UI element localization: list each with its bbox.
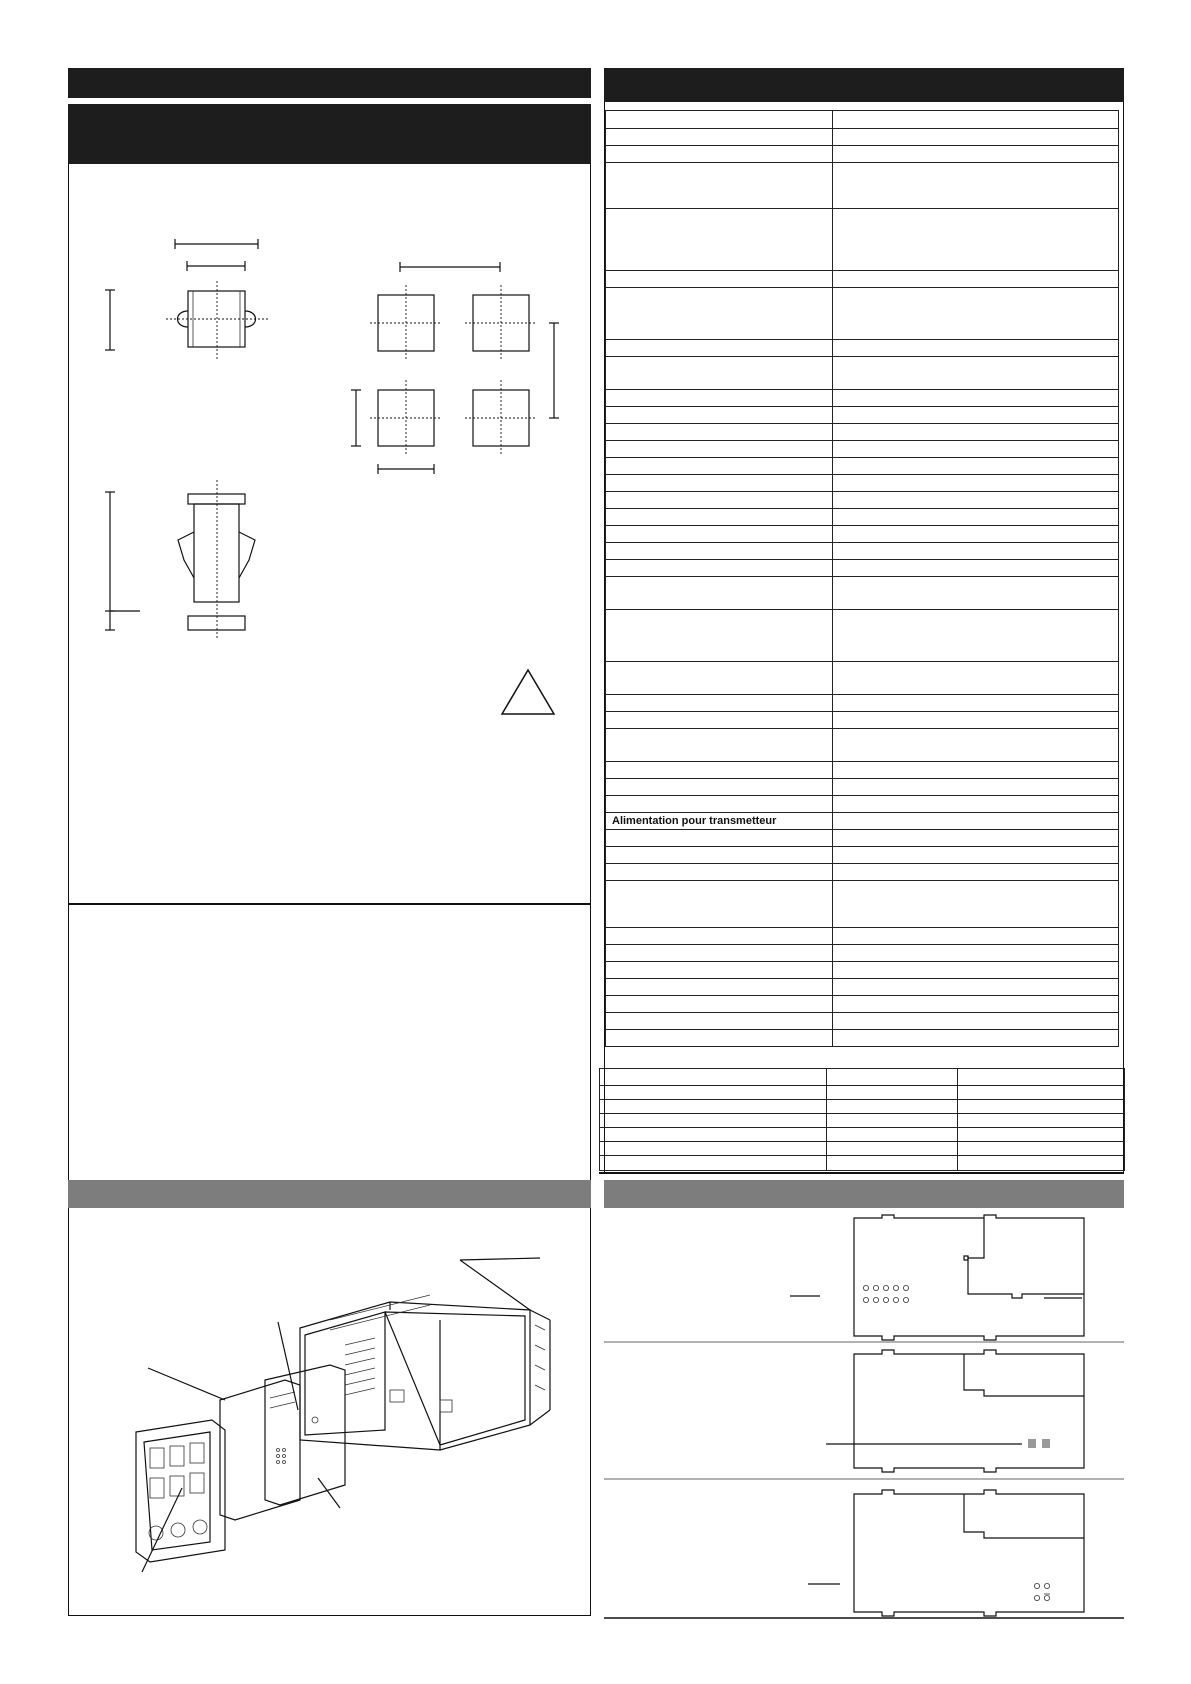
spec-value-cell: [833, 577, 1119, 610]
spec-value-cell: [833, 560, 1119, 577]
spec-value-cell: [833, 441, 1119, 458]
spec-label-cell: [606, 962, 833, 979]
secondary-table-cell: [600, 1069, 827, 1086]
spec-value-cell: [833, 662, 1119, 695]
table-row: [606, 288, 1119, 340]
spec-label-cell: [606, 129, 833, 146]
spec-label-cell: [606, 830, 833, 847]
spec-value-cell: [833, 695, 1119, 712]
spec-value-cell: [833, 475, 1119, 492]
spec-value-cell: [833, 979, 1119, 996]
spec-value-cell: [833, 526, 1119, 543]
left-grey-section-bar: [68, 1180, 591, 1208]
spec-value-cell: [833, 1013, 1119, 1030]
table-row: [600, 1100, 1125, 1114]
spec-label-cell: [606, 996, 833, 1013]
table-row: [606, 492, 1119, 509]
table-row: [606, 928, 1119, 945]
table-row: [606, 813, 1119, 830]
table-row: [606, 424, 1119, 441]
secondary-table-cell: [600, 1156, 827, 1171]
right-grey-section-bar: [604, 1180, 1124, 1208]
table-row: [606, 610, 1119, 662]
spec-label-cell: [606, 712, 833, 729]
secondary-table-cell: [958, 1142, 1125, 1156]
dip-switch-icon: [863, 1285, 908, 1302]
spec-value-cell: [833, 945, 1119, 962]
spec-label-cell: [606, 928, 833, 945]
table-row: [606, 577, 1119, 610]
secondary-table-cell: [958, 1156, 1125, 1171]
secondary-table-cell: [827, 1086, 958, 1100]
table-row: [606, 662, 1119, 695]
secondary-table-cell: [958, 1100, 1125, 1114]
spec-label-cell: [606, 779, 833, 796]
secondary-table-cell: [958, 1086, 1125, 1100]
table-row: [600, 1142, 1125, 1156]
spec-value-cell: [833, 610, 1119, 662]
spec-value-cell: [833, 996, 1119, 1013]
spec-value-cell: [833, 357, 1119, 390]
table-row: [600, 1114, 1125, 1128]
table-row: [600, 1156, 1125, 1171]
spec-value-cell: [833, 712, 1119, 729]
spec-label-cell: [606, 209, 833, 271]
spec-label-cell: [606, 509, 833, 526]
table-row: [606, 1030, 1119, 1047]
spec-label-cell: [606, 729, 833, 762]
spec-label-cell: [606, 146, 833, 163]
table-row: [606, 390, 1119, 407]
table-row: [606, 271, 1119, 288]
spec-value-cell: [833, 424, 1119, 441]
spec-label-cell: [606, 492, 833, 509]
spec-value-cell: [833, 762, 1119, 779]
secondary-table-cell: [600, 1128, 827, 1142]
spec-label-cell: [606, 560, 833, 577]
table-row: [606, 146, 1119, 163]
spec-label-cell: [606, 271, 833, 288]
spec-value-cell: [833, 729, 1119, 762]
spec-label-cell: [606, 847, 833, 864]
spec-label-cell: [606, 1030, 833, 1047]
spec-value-cell: [833, 847, 1119, 864]
table-row: [606, 441, 1119, 458]
table-row: [600, 1086, 1125, 1100]
spec-label-cell: [606, 407, 833, 424]
spec-value-cell: [833, 543, 1119, 560]
secondary-table-cell: [958, 1114, 1125, 1128]
spec-value-cell: [833, 881, 1119, 928]
table-row: [606, 111, 1119, 129]
spec-label-cell: [606, 610, 833, 662]
table-row: [606, 209, 1119, 271]
table-row: [606, 996, 1119, 1013]
spec-label-cell: [606, 543, 833, 560]
spec-label-cell: [606, 662, 833, 695]
table-row: [606, 526, 1119, 543]
spec-label-cell: [606, 390, 833, 407]
spec-value-cell: [833, 288, 1119, 340]
spec-label-cell: [606, 864, 833, 881]
specifications-table: [605, 110, 1119, 1047]
secondary-table-cell: [827, 1069, 958, 1086]
secondary-table: [599, 1068, 1125, 1171]
spec-label-cell: [606, 762, 833, 779]
spec-label-cell: [606, 881, 833, 928]
board-diagram-3: [604, 1482, 1124, 1622]
left-header-bar: [68, 68, 591, 98]
table-row: [606, 945, 1119, 962]
table-row: [606, 881, 1119, 928]
spec-value-cell: [833, 209, 1119, 271]
table-row: [606, 340, 1119, 357]
spec-label-cell: [606, 695, 833, 712]
spec-label-cell: [606, 163, 833, 209]
front-view-drawing: [100, 235, 300, 355]
spec-value-cell: [833, 271, 1119, 288]
secondary-table-cell: [827, 1156, 958, 1171]
right-header-bar: [604, 68, 1124, 102]
table-row: [606, 712, 1119, 729]
spec-value-cell: [833, 813, 1119, 830]
instrument-exploded-view: [130, 1250, 560, 1580]
spec-value-cell: [833, 111, 1119, 129]
spec-value-cell: [833, 146, 1119, 163]
spec-label-cell: [606, 577, 833, 610]
spec-value-cell: [833, 796, 1119, 813]
spec-value-cell: [833, 129, 1119, 146]
left-header-rule: [68, 99, 591, 103]
table-row: [606, 796, 1119, 813]
table-row: [606, 129, 1119, 146]
table-row: [606, 560, 1119, 577]
secondary-table-cell: [827, 1128, 958, 1142]
spec-value-cell: [833, 509, 1119, 526]
right-panel-bottom-rule: [599, 1172, 1124, 1174]
spec-value-cell: [833, 779, 1119, 796]
spec-label-cell: Alimentation pour transmetteur: [606, 813, 833, 830]
table-row: [600, 1128, 1125, 1142]
spec-value-cell: [833, 864, 1119, 881]
jumper-icon: [1028, 1439, 1050, 1448]
table-row: [606, 762, 1119, 779]
secondary-table-cell: [827, 1142, 958, 1156]
secondary-table-cell: [600, 1114, 827, 1128]
table-row: [606, 475, 1119, 492]
spec-value-cell: [833, 492, 1119, 509]
spec-label-cell: [606, 357, 833, 390]
table-row: [606, 458, 1119, 475]
panel-cutout-drawing: [340, 255, 570, 485]
spec-label-cell: [606, 111, 833, 129]
secondary-table-cell: [600, 1142, 827, 1156]
table-row: [606, 847, 1119, 864]
secondary-table-cell: [958, 1128, 1125, 1142]
spec-label-cell: [606, 424, 833, 441]
spec-label-cell: [606, 475, 833, 492]
table-row: [600, 1069, 1125, 1086]
table-row: [606, 864, 1119, 881]
spec-label-cell: [606, 441, 833, 458]
spec-value-cell: [833, 458, 1119, 475]
warning-triangle-icon: [500, 668, 556, 718]
table-row: [606, 779, 1119, 796]
table-row: [606, 830, 1119, 847]
spec-label-cell: [606, 526, 833, 543]
spec-value-cell: [833, 390, 1119, 407]
table-row: [606, 962, 1119, 979]
table-row: [606, 729, 1119, 762]
table-row: [606, 1013, 1119, 1030]
table-row: [606, 407, 1119, 424]
left-subheader-bar: [68, 104, 591, 164]
spec-value-cell: [833, 1030, 1119, 1047]
spec-value-cell: [833, 962, 1119, 979]
spec-value-cell: [833, 163, 1119, 209]
table-row: [606, 543, 1119, 560]
spec-value-cell: [833, 928, 1119, 945]
table-row: [606, 509, 1119, 526]
spec-label-cell: [606, 288, 833, 340]
secondary-table-cell: [958, 1069, 1125, 1086]
spec-value-cell: [833, 340, 1119, 357]
board-diagram-2: [604, 1346, 1124, 1480]
table-row: [606, 357, 1119, 390]
secondary-table-cell: [600, 1086, 827, 1100]
secondary-table-cell: [827, 1114, 958, 1128]
spec-value-cell: [833, 830, 1119, 847]
spec-label-cell: [606, 945, 833, 962]
spec-label-cell: [606, 1013, 833, 1030]
spec-label-cell: [606, 458, 833, 475]
spec-label-cell: [606, 979, 833, 996]
table-row: [606, 163, 1119, 209]
table-row: [606, 695, 1119, 712]
secondary-table-cell: [827, 1100, 958, 1114]
board-diagram-1: [604, 1212, 1124, 1342]
spec-label-cell: [606, 796, 833, 813]
table-row: [606, 979, 1119, 996]
spec-value-cell: [833, 407, 1119, 424]
left-section-divider: [69, 903, 590, 905]
side-view-drawing: [100, 480, 300, 640]
spec-label-cell: [606, 340, 833, 357]
secondary-table-cell: [600, 1100, 827, 1114]
